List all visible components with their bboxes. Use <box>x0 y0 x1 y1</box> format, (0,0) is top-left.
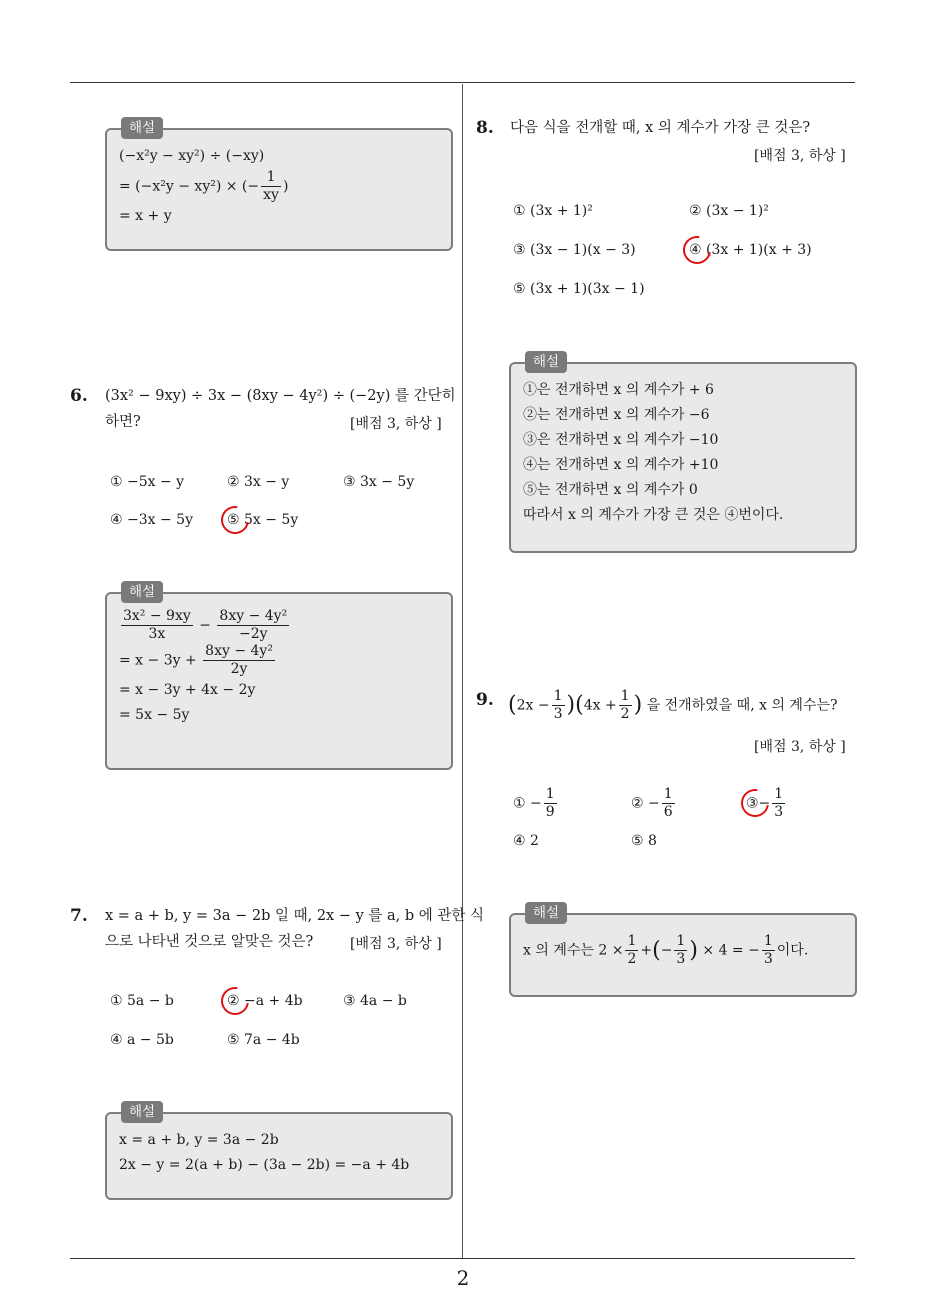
q8-choice-4[interactable]: ④ (3x + 1)(x + 3) <box>689 242 812 258</box>
q5-sol-line3: = x + y <box>119 208 172 224</box>
q7-choice-2[interactable]: ② −a + 4b <box>227 993 303 1009</box>
q6-explanation-box <box>105 584 453 770</box>
fraction: $\frac{1}{9}$ <box>545 786 555 820</box>
explanation-tag: 해설 <box>121 117 163 139</box>
fraction: $\frac{1}{3}$ <box>553 688 563 722</box>
fraction: $\frac{1}{3}$ <box>676 933 686 967</box>
q6-choice-2[interactable]: ② 3x − y <box>227 474 290 490</box>
page-number: 2 <box>456 1266 470 1290</box>
fraction: $\frac{\text{3x² − 9xy}}{3x}$ <box>123 608 191 642</box>
q9-choice-2[interactable]: ② − $\frac{1}{6}$ <box>631 786 673 820</box>
q8-text: 다음 식을 전개할 때, x 의 계수가 가장 큰 것은? <box>510 120 811 136</box>
fraction: $\frac{\text{8xy − 4y²}}{-2y}$ <box>219 608 288 642</box>
q8-sol-line6: 따라서 x 의 계수가 가장 큰 것은 ④번이다. <box>523 507 784 523</box>
q8-explanation-box <box>509 354 857 553</box>
q8-sol-line4: ④는 전개하면 x 의 계수가 +10 <box>523 457 719 473</box>
bottom-rule <box>70 1258 855 1259</box>
q9-number: 9. <box>476 690 494 710</box>
explanation-tag: 해설 <box>525 902 567 924</box>
q6-text-line2: 하면? <box>105 414 141 430</box>
top-rule <box>70 82 855 83</box>
q9-choice-3[interactable]: ③− $\frac{1}{3}$ <box>746 786 784 820</box>
fraction: $\frac{1}{6}$ <box>663 786 673 820</box>
q6-number: 6. <box>70 386 88 406</box>
fraction: $\frac{1}{2}$ <box>627 933 637 967</box>
q8-sol-line1: ①은 전개하면 x 의 계수가 + 6 <box>523 382 714 398</box>
q7-sol-line1: x = a + b, y = 3a − 2b <box>119 1132 279 1148</box>
q8-choice-1[interactable]: ① (3x + 1)² <box>513 203 593 219</box>
q6-sol-line3: = x − 3y + 4x − 2y <box>119 682 256 698</box>
q8-choice-2[interactable]: ② (3x − 1)² <box>689 203 769 219</box>
explanation-tag: 해설 <box>121 1101 163 1123</box>
q9-score: [배점 3, 하상 ] <box>754 739 846 755</box>
fraction: $\frac{1}{3}$ <box>774 786 784 820</box>
q6-answer-circle <box>216 501 255 540</box>
q6-choice-3[interactable]: ③ 3x − 5y <box>343 474 415 490</box>
column-divider <box>462 84 463 1259</box>
q6-sol-line4: = 5x − 5y <box>119 707 190 723</box>
q7-explanation-box <box>105 1104 453 1200</box>
q5-explanation-box <box>105 120 453 251</box>
q7-number: 7. <box>70 906 88 926</box>
q6-sol-line1: $\frac{\text{3x² − 9xy}}{3x}$ − $\frac{\text{8xy − 4y²}}{-2y}$ <box>123 608 288 642</box>
q9-explanation-box <box>509 905 857 997</box>
fraction: $\frac{\text{8xy − 4y²}}{2y}$ <box>205 643 273 677</box>
q7-text-line2: 으로 나타낸 것으로 알맞은 것은? <box>105 934 314 950</box>
explanation-tag: 해설 <box>525 351 567 373</box>
q7-choice-4[interactable]: ④ a − 5b <box>110 1032 174 1048</box>
q7-choice-3[interactable]: ③ 4a − b <box>343 993 407 1009</box>
q7-text-line1: x = a + b, y = 3a − 2b 일 때, 2x − y 를 a, b 에 관한 식 <box>105 908 485 924</box>
fraction: $\frac{1}{3}$ <box>763 933 773 967</box>
q9-text: (2x − $\frac{1}{3}$ )(4x + $\frac{1}{2}$ ) 을 전개하였을 때, x 의 계수는? <box>508 688 838 722</box>
q8-answer-circle <box>678 231 717 270</box>
q6-text-line1: (3x² − 9xy) ÷ 3x − (8xy − 4y²) ÷ (−2y) 를 간단히 <box>105 388 456 404</box>
q6-score: [배점 3, 하상 ] <box>350 416 442 432</box>
q8-sol-line5: ⑤는 전개하면 x 의 계수가 0 <box>523 482 698 498</box>
q9-choice-4[interactable]: ④ 2 <box>513 833 539 849</box>
q5-sol-line2: = (−x²y − xy²) × (− $\frac{1}{xy}$ ) <box>119 169 289 203</box>
q7-choice-1[interactable]: ① 5a − b <box>110 993 174 1009</box>
q7-score: [배점 3, 하상 ] <box>350 936 442 952</box>
q9-choice-1[interactable]: ① − $\frac{1}{9}$ <box>513 786 555 820</box>
q6-choice-5[interactable]: ⑤ 5x − 5y <box>227 512 299 528</box>
q8-sol-line3: ③은 전개하면 x 의 계수가 −10 <box>523 432 719 448</box>
q8-choice-5[interactable]: ⑤ (3x + 1)(3x − 1) <box>513 281 645 297</box>
fraction: $\frac{1}{xy}$ <box>263 169 279 203</box>
q9-choice-5[interactable]: ⑤ 8 <box>631 833 657 849</box>
q8-score: [배점 3, 하상 ] <box>754 148 846 164</box>
q6-sol-line2: = x − 3y + $\frac{\text{8xy − 4y²}}{2y}$ <box>119 643 273 677</box>
q7-answer-circle <box>216 982 255 1021</box>
q7-choice-5[interactable]: ⑤ 7a − 4b <box>227 1032 300 1048</box>
q8-number: 8. <box>476 118 494 138</box>
fraction: $\frac{1}{2}$ <box>620 688 630 722</box>
q7-sol-line2: 2x − y = 2(a + b) − (3a − 2b) = −a + 4b <box>119 1157 410 1173</box>
q8-sol-line2: ②는 전개하면 x 의 계수가 −6 <box>523 407 710 423</box>
q8-choice-3[interactable]: ③ (3x − 1)(x − 3) <box>513 242 636 258</box>
explanation-tag: 해설 <box>121 581 163 603</box>
q5-sol-line1: (−x²y − xy²) ÷ (−xy) <box>119 148 265 164</box>
q6-choice-1[interactable]: ① −5x − y <box>110 474 185 490</box>
q6-choice-4[interactable]: ④ −3x − 5y <box>110 512 193 528</box>
q9-sol-line1: x 의 계수는 2 × $\frac{1}{2}$ +(− $\frac{1}{3}$ ) × 4 = − $\frac{1}{3}$ 이다. <box>523 933 809 967</box>
